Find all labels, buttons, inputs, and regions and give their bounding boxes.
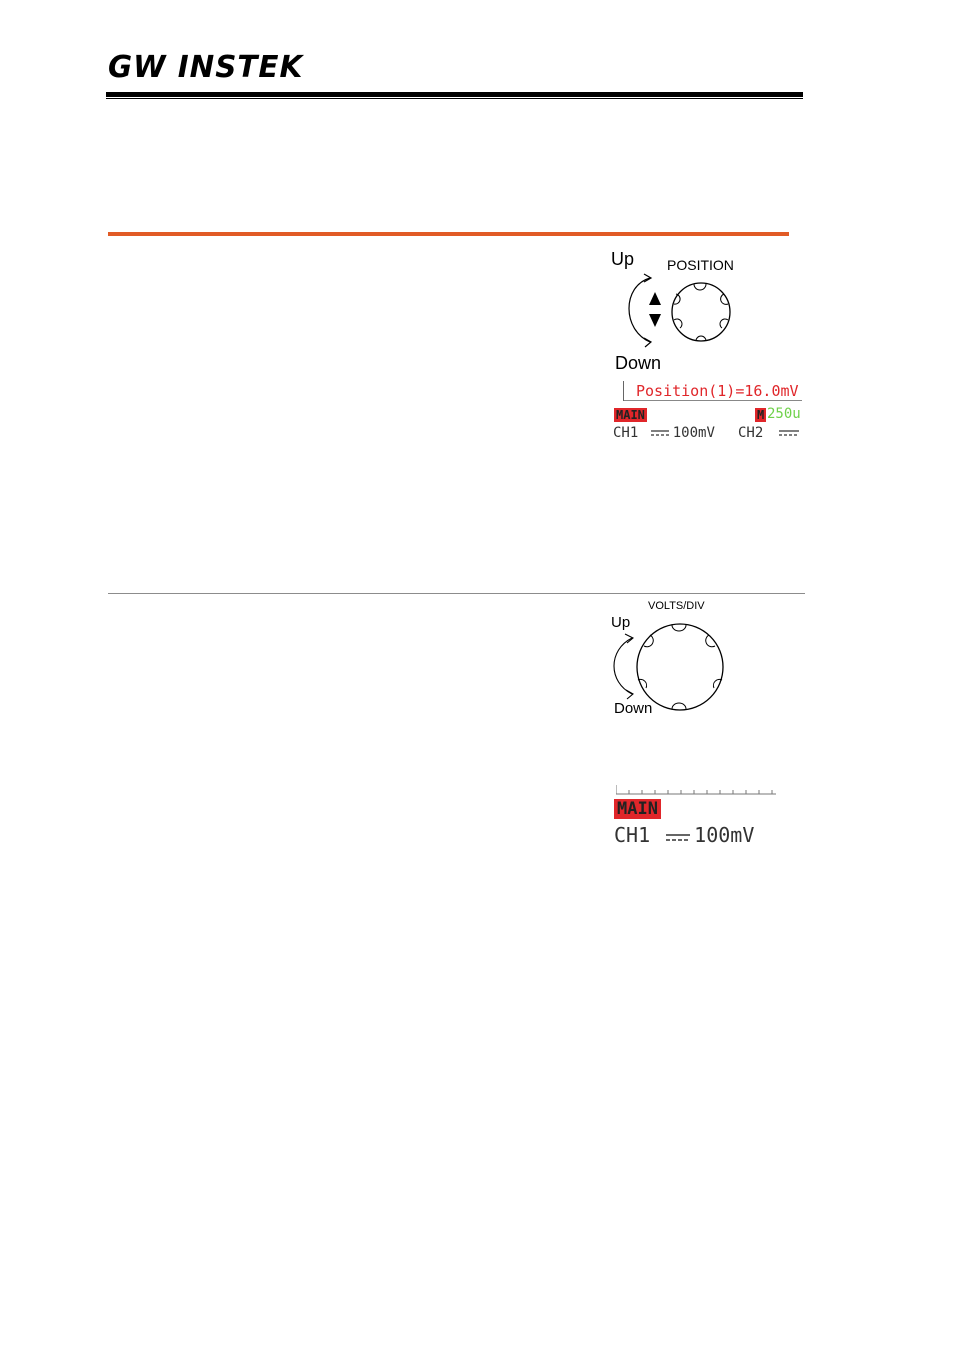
position-down-label: Down	[615, 353, 662, 373]
volts-up-label: Up	[611, 614, 631, 631]
volts-div-knob-label: VOLTS/DIV	[648, 600, 705, 612]
position-knob-label: POSITION	[667, 257, 734, 273]
marker-badge	[755, 408, 766, 422]
section-rule-orange	[108, 232, 789, 236]
ch1-label: CH1	[613, 425, 639, 441]
down-triangle-icon	[649, 314, 661, 327]
ch1-label: CH1	[614, 823, 651, 847]
mode-main-badge	[614, 408, 647, 422]
mode-main-badge-large	[614, 799, 661, 819]
ch1-value: 100mV	[694, 823, 755, 847]
position-readout: Position(1)=16.0mV	[636, 382, 799, 400]
section-rule-gray	[108, 593, 805, 594]
ch1-value: 100mV	[672, 425, 715, 441]
position-knob-icon	[672, 283, 730, 341]
header-rule-thin	[106, 98, 803, 99]
dc-coupling-icon	[666, 832, 690, 842]
rotate-arrow-icon	[629, 278, 650, 342]
ch2-label: CH2	[738, 425, 764, 441]
volts-down-label: Down	[614, 700, 653, 717]
scale-ticks	[616, 785, 776, 795]
position-knob-illustration	[620, 272, 740, 352]
position-readout-box	[623, 381, 802, 401]
dc-coupling-icon	[651, 429, 669, 437]
main-badge-text: MAIN	[614, 799, 661, 819]
marker-text: M	[757, 408, 765, 422]
volts-div-knob-icon	[637, 624, 723, 710]
main-badge-text: MAIN	[616, 408, 645, 422]
up-triangle-icon	[649, 292, 661, 305]
dc-coupling-icon	[779, 429, 799, 437]
volts-div-knob-illustration	[610, 622, 730, 714]
gw-instek-logo: GW INSTEK	[108, 50, 304, 85]
ch1-status	[613, 425, 715, 441]
position-up-label: Up	[611, 249, 635, 269]
rotate-arrow-icon	[614, 638, 632, 694]
arrow-head-top-icon	[644, 274, 651, 282]
ch2-coupling	[779, 425, 799, 441]
ch1-status-large	[614, 823, 754, 847]
header-rule-thick	[106, 92, 803, 97]
timebase-value: 250u	[767, 406, 801, 422]
